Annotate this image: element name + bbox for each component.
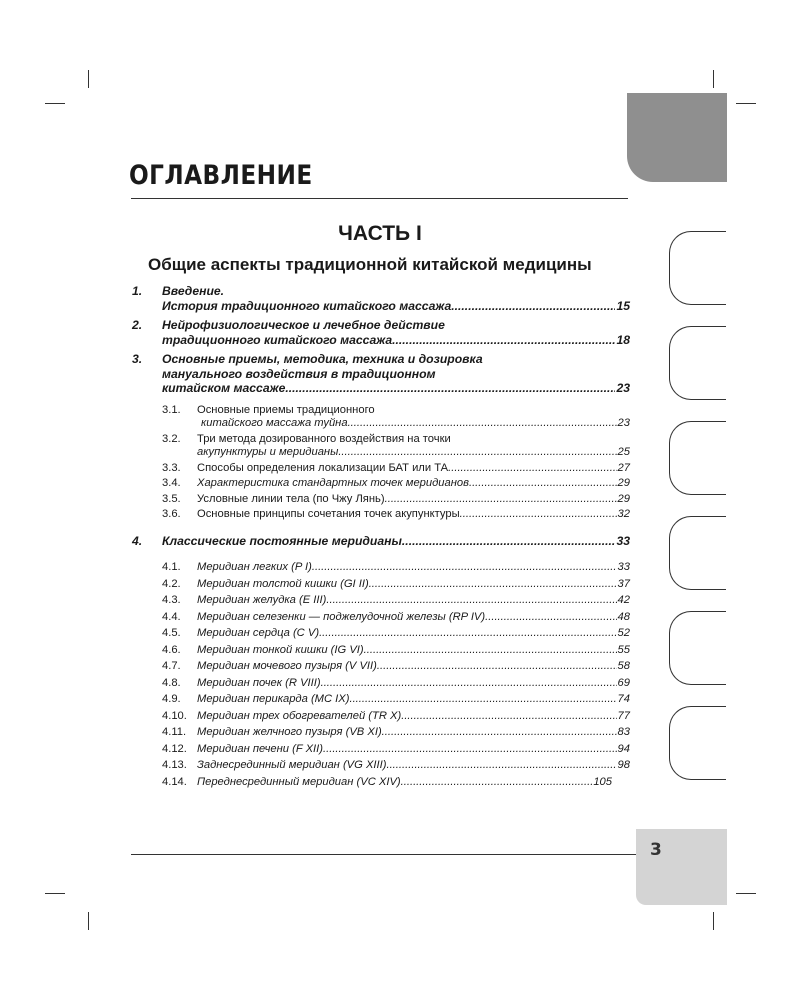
toc-number: 3.3. <box>162 461 181 474</box>
toc-number: 3.4. <box>162 477 181 489</box>
crop-mark <box>45 893 65 894</box>
toc-subentry-4-4[interactable] <box>132 611 630 625</box>
toc-title: Меридиан сердца (C V) <box>197 627 320 639</box>
leader-dots <box>364 644 617 658</box>
toc-page: 27 <box>617 461 630 474</box>
leader-dots <box>401 776 593 790</box>
leader-dots <box>321 677 617 691</box>
toc-subentry-3-6[interactable] <box>132 508 630 522</box>
leader-dots <box>319 627 616 641</box>
toc-title: Переднесрединный меридиан (VC XIV) <box>197 775 401 788</box>
toc-title: Меридиан селезенки — поджелудочной железы (RP IV) <box>197 610 486 623</box>
leader-dots <box>285 381 615 396</box>
thumb-tab <box>669 516 726 590</box>
toc-subentry-3-1[interactable] <box>132 404 630 431</box>
toc-entry-2[interactable] <box>132 318 630 347</box>
toc-entry-1[interactable] <box>132 284 630 313</box>
toc-title: Меридиан почек (R VIII) <box>197 676 321 689</box>
leader-dots <box>385 493 617 507</box>
leader-dots <box>382 726 617 740</box>
toc-number: 4.14. <box>162 775 187 788</box>
table-of-contents <box>132 284 630 789</box>
toc-number: 1. <box>132 284 143 298</box>
toc-title: Меридиан желчного пузыря (VB XI) <box>197 726 382 738</box>
toc-title: Три метода дозированного воздействия на точки <box>197 432 451 445</box>
toc-number: 4.3. <box>162 594 181 606</box>
toc-title: Нейрофизиологическое и лечебное действие <box>162 318 445 332</box>
toc-subentry-3-5[interactable] <box>132 493 630 507</box>
toc-subentry-4-1[interactable] <box>132 561 630 575</box>
leader-dots <box>469 477 617 491</box>
leader-dots <box>326 594 616 608</box>
toc-subentry-4-11[interactable] <box>132 726 630 740</box>
toc-page: 29 <box>617 477 630 489</box>
toc-number: 4. <box>132 533 143 548</box>
toc-page: 52 <box>617 627 630 639</box>
toc-page: 37 <box>617 577 630 590</box>
toc-title: Введение. <box>162 284 225 298</box>
crop-mark <box>736 103 756 104</box>
toc-page: 15 <box>616 298 630 313</box>
toc-number: 4.7. <box>162 660 181 672</box>
toc-page: 29 <box>617 492 630 505</box>
crop-mark <box>88 912 89 930</box>
toc-title: Меридиан перикарда (MC IX) <box>197 693 350 705</box>
thumb-tab-active <box>627 93 727 182</box>
toc-title: Условные линии тела (по Чжу Лянь) <box>197 492 385 505</box>
toc-subentry-4-9[interactable] <box>132 693 630 707</box>
toc-page: 32 <box>617 508 630 520</box>
thumb-tab <box>669 611 726 685</box>
toc-page: 98 <box>617 759 630 771</box>
toc-page: 18 <box>616 332 630 347</box>
toc-title: китайском массаже <box>162 381 286 395</box>
toc-number: 4.5. <box>162 627 181 639</box>
leader-dots <box>323 743 617 757</box>
toc-subentry-3-4[interactable] <box>132 477 630 491</box>
toc-title: Меридиан желудка (E III) <box>197 594 327 606</box>
toc-title: мануального воздействия в традиционном <box>162 366 436 381</box>
toc-number: 4.1. <box>162 561 181 573</box>
toc-title: акупунктуры и меридианы <box>197 446 339 458</box>
leader-dots <box>485 611 616 625</box>
toc-number: 3. <box>132 352 143 366</box>
toc-entry-3[interactable] <box>132 352 630 396</box>
thumb-tab <box>669 326 726 400</box>
toc-number: 4.4. <box>162 610 181 623</box>
toc-title: китайского массажа туйна <box>201 417 348 429</box>
crop-mark <box>736 893 756 894</box>
toc-title: Основные приемы, методика, техника и дозировка <box>162 352 483 366</box>
toc-number: 3.2. <box>162 432 181 445</box>
toc-subentry-4-2[interactable] <box>132 578 630 592</box>
leader-dots <box>349 693 616 707</box>
toc-subentry-4-3[interactable] <box>132 594 630 608</box>
toc-title: Меридиан тонкой кишки (IG VI) <box>197 643 364 656</box>
crop-mark <box>713 912 714 930</box>
toc-number: 4.11. <box>162 726 187 738</box>
toc-page: 58 <box>617 660 630 672</box>
toc-page: 33 <box>616 533 630 548</box>
toc-page: 23 <box>616 381 630 395</box>
toc-title: Меридиан печени (F XII) <box>197 742 323 755</box>
toc-number: 2. <box>132 318 143 332</box>
toc-number: 4.2. <box>162 577 181 590</box>
toc-number: 4.6. <box>162 643 181 656</box>
toc-page: 83 <box>617 726 630 738</box>
thumb-tab <box>669 706 726 780</box>
leader-dots <box>448 462 616 476</box>
page-heading: ОГЛАВЛЕНИЕ <box>129 160 313 191</box>
toc-subentry-3-3[interactable] <box>132 462 630 476</box>
toc-page: 25 <box>617 446 630 458</box>
toc-number: 4.10. <box>162 709 187 722</box>
leader-dots <box>377 660 617 674</box>
leader-dots <box>401 710 616 724</box>
part-title: ЧАСТЬ I <box>338 222 422 245</box>
toc-title: Основные принципы сочетания точек акупунктуры <box>197 508 460 520</box>
toc-subentry-3-2[interactable] <box>132 433 630 460</box>
toc-title: Заднесрединный меридиан (VG XIII) <box>197 759 387 771</box>
thumb-tab <box>669 421 726 495</box>
leader-dots <box>348 417 617 431</box>
toc-subentry-4-7[interactable] <box>132 660 630 674</box>
toc-number: 4.9. <box>162 693 181 705</box>
toc-title: Меридиан мочевого пузыря (V VII) <box>197 660 377 672</box>
toc-title: традиционного китайского массажа <box>162 332 393 347</box>
toc-title: Меридиан толстой кишки (GI II) <box>197 577 369 590</box>
toc-title: Меридиан легких (P I) <box>197 561 312 573</box>
footer-rule <box>131 854 636 855</box>
toc-page: 69 <box>617 676 630 689</box>
toc-number: 4.12. <box>162 742 187 755</box>
leader-dots <box>312 561 617 575</box>
toc-title: История традиционного китайского массажа <box>162 298 452 313</box>
leader-dots <box>402 534 616 549</box>
toc-subentry-4-5[interactable] <box>132 627 630 641</box>
toc-page: 48 <box>617 610 630 623</box>
toc-title: Основные приемы традиционного <box>197 403 375 416</box>
leader-dots <box>451 299 615 314</box>
toc-subentry-4-13[interactable] <box>132 759 630 773</box>
toc-subentry-4-12[interactable] <box>132 743 630 757</box>
part-subtitle: Общие аспекты традиционной китайской медицины <box>148 255 592 274</box>
crop-mark <box>88 70 89 88</box>
leader-dots <box>460 508 617 522</box>
toc-page: 55 <box>617 643 630 656</box>
toc-subentry-4-6[interactable] <box>132 644 630 658</box>
leader-dots <box>392 333 615 348</box>
toc-number: 3.5. <box>162 492 181 505</box>
toc-number: 3.6. <box>162 508 181 520</box>
toc-title: Характеристика стандартных точек меридианов <box>197 477 469 489</box>
toc-page: 94 <box>617 742 630 755</box>
toc-page: 42 <box>617 594 630 606</box>
toc-number: 3.1. <box>162 403 181 416</box>
toc-title: Меридиан трех обогревателей (TR X) <box>197 709 402 722</box>
toc-subentry-4-8[interactable] <box>132 677 630 691</box>
toc-page: 33 <box>617 561 630 573</box>
toc-entry-4[interactable] <box>132 534 630 549</box>
toc-page: 105 <box>593 775 612 788</box>
toc-subentry-4-10[interactable] <box>132 710 630 724</box>
leader-dots <box>369 578 617 592</box>
toc-subentry-4-14[interactable] <box>132 776 630 790</box>
toc-page: 23 <box>617 417 630 429</box>
page-number: 3 <box>650 840 662 860</box>
toc-title: Классические постоянные меридианы <box>162 533 402 548</box>
toc-number: 4.13. <box>162 759 187 771</box>
toc-page: 74 <box>617 693 630 705</box>
leader-dots <box>386 759 616 773</box>
toc-page: 77 <box>617 709 630 722</box>
crop-mark <box>45 103 65 104</box>
heading-rule <box>131 198 628 199</box>
crop-mark <box>713 70 714 88</box>
leader-dots <box>338 446 616 460</box>
toc-title: Способы определения локализации БАТ или ТА <box>197 461 449 474</box>
toc-number: 4.8. <box>162 676 181 689</box>
